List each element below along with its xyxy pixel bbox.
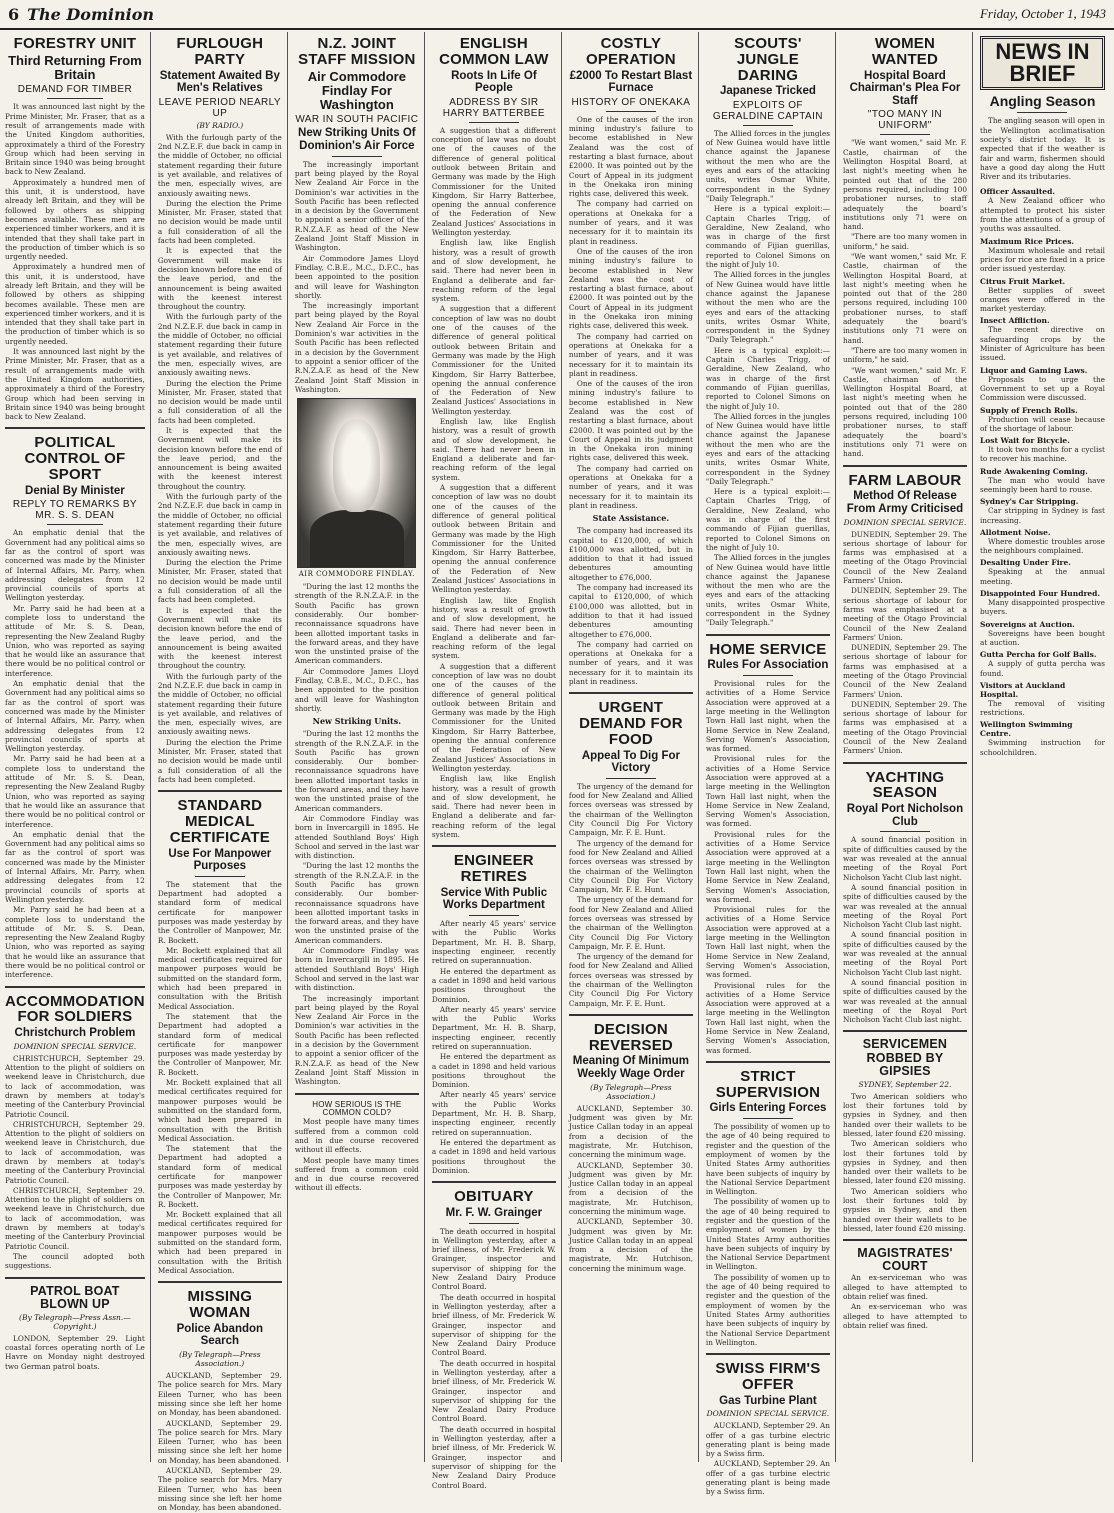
column-8: [979, 32, 1110, 1462]
brief-item: Visitors at Auckland Hospital. The removal of visiting restrictions.: [979, 680, 1105, 718]
brief-item: Wellington Swimming Centre. Swimming instruction for schoolchildren.: [979, 720, 1105, 757]
byline: (By Telegraph—Press Association.): [590, 1082, 672, 1101]
article-joint-staff-mission: [295, 36, 419, 1087]
news-in-brief-banner: NEWS IN BRIEF: [980, 36, 1105, 90]
brief-item: Insect Affliction. The recent directive on safeguarding crops by the Minister of Agriculture has been issued.: [979, 316, 1105, 363]
subheadline: Japanese Tricked: [719, 85, 816, 98]
article-servicemen-robbed: [843, 1038, 967, 1233]
headline: N.Z. JOINT STAFF MISSION: [298, 35, 416, 68]
brief-item: Officer Assaulted. A New Zealand officer who attempted to protect his sister from the attentions of a group of youths was assaulted.: [979, 187, 1105, 234]
article-body: Most people have many times suffered from a common cold and in due course recovered without ill effects. Most people have many times suffered from a common cold and in due course recovered without ill effects.: [294, 1117, 419, 1193]
article-body: "During the last 12 months the strength of the R.N.Z.A.F. in the South Pacific has grown considerably. Our bomber-reconnaissance squadrons have been allotted important tasks in the forward areas, and they have won the unstinted praise of the American commanders. Air Commodore Findlay was born in Invercargill in 1895. He attended Southland Boys' High School and served in the last war with distinction. "During the last 12 months the strength of the R.N.Z.A.F. in the South Pacific has grown considerably. Our bomber-reconnaissance squadrons have been allotted important tasks in the forward areas, and they have won the unstinted praise of the American commanders. Air Commodore Findlay was born in Invercargill in 1895. He attended Southland Boys' High School and served in the last war with distinction. The increasingly important part being played by the Royal New Zealand Air Force in the Dominion's war activities in the South Pacific has been reflected in a decision by the Government to appoint a senior officer of the R.N.Z.A.F. as head of the New Zealand Joint Staff Mission in Washington.: [294, 729, 419, 1087]
article-body: The death occurred in hospital in Wellington yesterday, after a brief illness, of Mr. Frederick W. Grainger, inspector and supervisor of shipping for the New Zealand Dairy Produce Control Board. The death occurred in hospital in Wellington yesterday, after a brief illness, of Mr. Frederick W. Grainger, inspector and supervisor of shipping for the New Zealand Dairy Produce Control Board. The death occurred in hospital in Wellington yesterday, after a brief illness, of Mr. Frederick W. Grainger, inspector and supervisor of shipping for the New Zealand Dairy Produce Control Board. The death occurred in hospital in Wellington yesterday, after a brief illness, of Mr. Frederick W. Grainger, inspector and supervisor of shipping for the New Zealand Dairy Produce Control Board.: [431, 1226, 556, 1490]
deck: ADDRESS BY SIR HARRY BATTERBEE: [442, 96, 545, 119]
brief-list: [980, 187, 1105, 757]
subheadline: Girls Entering Forces: [709, 1102, 827, 1115]
headline: STRICT SUPERVISION: [715, 1067, 821, 1101]
subheadline: Police Abandon Search: [176, 1322, 264, 1348]
article-body: An ex-serviceman who was alleged to have attempted to obtain relief was fined. An ex-serviceman who was alleged to have attempted to obtain relief was fined.: [842, 1273, 967, 1330]
article-body: The urgency of the demand for food for New Zealand and Allied forces overseas was stressed by the chairman of the Wellington City Council Dig For Victory Campaign, Mr. F. E. Hunt. The urgency of the demand for food for New Zealand and Allied forces overseas was stressed by the chairman of the Wellington City Council Dig For Victory Campaign, Mr. F. E. Hunt. The urgency of the demand for food for New Zealand and Allied forces overseas was stressed by the chairman of the Wellington City Council Dig For Victory Campaign, Mr. F. E. Hunt. The urgency of the demand for food for New Zealand and Allied forces overseas was stressed by the chairman of the Wellington City Council Dig For Victory Campaign, Mr. F. E. Hunt.: [568, 781, 693, 1008]
issue-date: Friday, October 1, 1943: [979, 6, 1106, 21]
article-body: AUCKLAND, September 29. The police search for Mrs. Mary Eileen Turner, who has been missing since she left her home on Monday, has been abandoned. AUCKLAND, September 29. The police search for Mrs. Mary Eileen Turner, who has been missing since she left her home on Monday, has been abandoned. AUCKLAND, September 29. The police search for Mrs. Mary Eileen Turner, who has been missing since she left her home on Monday, has been abandoned.: [157, 1371, 282, 1513]
article-missing-woman: [158, 1289, 282, 1512]
article-body: The increasingly important part being played by the Royal New Zealand Air Force in the Dominion's war activities in the South Pacific has been reflected in a decision by the Government to appoint a senior officer of the R.N.Z.A.F. as head of the New Zealand Joint Staff Mission in Washington. Air Commodore James Lloyd Findlay, C.B.E., M.C., D.F.C., has been appointed to the position and will leave for Washington shortly. The increasingly important part being played by the Royal New Zealand Air Force in the Dominion's war activities in the South Pacific has been reflected in a decision by the Government to appoint a senior officer of the R.N.Z.A.F. as head of the New Zealand Joint Staff Mission in Washington.: [294, 159, 419, 394]
article-body: One of the causes of the iron mining industry's failure to become established in New Zealand was the cost of restarting a blast furnace, about £2000. It was pointed out by the Court of Appeal in its judgment in the Onekaka iron mining rights case, delivered this week. The company had carried on operations at Onekaka for a number of years, and it was necessary for it to maintain its plant in readiness. One of the causes of the iron mining industry's failure to become established in New Zealand was the cost of restarting a blast furnace, about £2000. It was pointed out by the Court of Appeal in its judgment in the Onekaka iron mining rights case, delivered this week. The company had carried on operations at Onekaka for a number of years, and it was necessary for it to maintain its plant in readiness. One of the causes of the iron mining industry's failure to become established in New Zealand was the cost of restarting a blast furnace, about £2000. It was pointed out by the Court of Appeal in its judgment in the Onekaka iron mining rights case, delivered this week. The company had carried on operations at Onekaka for a number of years, and it was necessary for it to maintain its plant in readiness.: [568, 114, 693, 510]
article-body: An emphatic denial that the Government had any political aims so far as the control of sport was concerned was made by the Minister of Internal Affairs, Mr. Parry, when addressing delegates from 12 provincial councils of sports at Wellington yesterday. Mr. Parry said he had been at a complete loss to understand the attitude of Mr. S. S. Dean, representing the New Zealand Rugby Union, who was reported as saying that he would like an assurance that there would be no political control or interference. An emphatic denial that the Government had any political aims so far as the control of sport was concerned was made by the Minister of Internal Affairs, Mr. Parry, when addressing delegates from 12 provincial councils of sports at Wellington yesterday. Mr. Parry said he had been at a complete loss to understand the attitude of Mr. S. S. Dean, representing the New Zealand Rugby Union, who was reported as saying that he would like an assurance that there would be no political control or interference. An emphatic denial that the Government had any political aims so far as the control of sport was concerned was made by the Minister of Internal Affairs, Mr. Parry, when addressing delegates from 12 provincial councils of sports at Wellington yesterday. Mr. Parry said he had been at a complete loss to understand the attitude of Mr. S. S. Dean, representing the New Zealand Rugby Union, who was reported as saying that he would like an assurance that there would be no political control or interference.: [5, 528, 145, 980]
headline: SCOUTS' JUNGLE DARING: [734, 35, 802, 84]
byline: (By Telegraph—Press Assn.—Copyright.): [19, 1312, 131, 1331]
byline: (BY RADIO.): [196, 120, 244, 130]
subheadline: Meaning Of Minimum Weekly Wage Order: [572, 1055, 690, 1081]
article-body: AUCKLAND, September 29. An offer of a gas turbine electric generating plant is being made by a Swiss firm. AUCKLAND, September 29. An offer of a gas turbine electric generating plant is being made by a Swiss firm.: [705, 1421, 830, 1497]
headline: ENGLISH COMMON LAW: [439, 35, 549, 68]
headline: POLITICAL CONTROL OF SPORT: [24, 434, 126, 483]
subheadline: Royal Port Nicholson Club: [846, 803, 964, 828]
headline: STANDARD MEDICAL CERTIFICATE: [169, 797, 270, 846]
deck: DEMAND FOR TIMBER: [17, 84, 133, 96]
byline: (By Telegraph—Press Association.): [179, 1350, 261, 1369]
article-body: With the furlough party of the 2nd N.Z.E.F. due back in camp in the middle of October, no official statement regarding their future is yet available, and relatives of the men, especially wives, are anxiously awaiting news. During the election the Prime Minister, Mr. Fraser, stated that no decision would be made until a full consideration of all the facts had been completed. It is expected that the Government will make its decision known before the end of the leave period, and the announcement is being awaited with the keenest interest throughout the country. With the furlough party of the 2nd N.Z.E.F. due back in camp in the middle of October, no official statement regarding their future is yet available, and relatives of the men, especially wives, are anxiously awaiting news. During the election the Prime Minister, Mr. Fraser, stated that no decision would be made until a full consideration of all the facts had been completed. It is expected that the Government will make its decision known before the end of the leave period, and the announcement is being awaited with the keenest interest throughout the country. With the furlough party of the 2nd N.Z.E.F. due back in camp in the middle of October, no official statement regarding their future is yet available, and relatives of the men, especially wives, are anxiously awaiting news. During the election the Prime Minister, Mr. Fraser, stated that no decision would be made until a full consideration of all the facts had been completed. It is expected that the Government will make its decision known before the end of the leave period, and the announcement is being awaited with the keenest interest throughout the country. With the furlough party of the 2nd N.Z.E.F. due back in camp in the middle of October, no official statement regarding their future is yet available, and relatives of the men, especially wives, are anxiously awaiting news. During the election the Prime Minister, Mr. Fraser, stated that no decision would be made until a full consideration of all the facts had been completed.: [157, 132, 282, 784]
article-farm-labour: [843, 473, 967, 756]
headline: ENGINEER RETIRES: [453, 852, 534, 886]
article-scouts-jungle: [706, 36, 830, 628]
column-1: [4, 32, 151, 1462]
headline: ACCOMMODATION FOR SOLDIERS: [5, 992, 145, 1026]
subheadline: Third Returning From Britain: [8, 52, 142, 83]
column-4: [431, 32, 562, 1490]
subheadline: Hospital Board Chairman's Plea For Staff: [849, 69, 961, 107]
article-body: It was announced last night by the Prime Minister, Mr. Fraser, that as a result of arrangements made with the United Kingdom authorities, approximately a third of the Forestry Group which had been serving in Britain since 1940 was being brought back to New Zealand. Approximately a hundred men of this unit, it is understood, have already left Britain, and they will be followed by others as shipping becomes available. These men are experienced timber workers, and it is intended that they shall take part in the production of timber which is so urgently needed. Approximately a hundred men of this unit, it is understood, have already left Britain, and they will be followed by others as shipping becomes available. These men are experienced timber workers, and it is intended that they shall take part in the production of timber which is so urgently needed. It was announced last night by the Prime Minister, Mr. Fraser, that as a result of arrangements made with the United Kingdom authorities, approximately a third of the Forestry Group which had been serving in Britain since 1940 was being brought back to New Zealand.: [5, 102, 145, 422]
article-body: A sound financial position in spite of difficulties caused by the war was revealed at the annual meeting of the Royal Port Nicholson Yacht Club last night. A sound financial position in spite of difficulties caused by the war was revealed at the annual meeting of the Royal Port Nicholson Yacht Club last night. A sound financial position in spite of difficulties caused by the war was revealed at the annual meeting of the Royal Port Nicholson Yacht Club last night. A sound financial position in spite of difficulties caused by the war was revealed at the annual meeting of the Royal Port Nicholson Yacht Club last night.: [842, 835, 967, 1025]
article-body: The statement that the Department had adopted a standard form of medical certificate for manpower purposes was made yesterday by the Controller of Manpower, Mr. R. Bockett. Mr. Bockett explained that all medical certificates required for manpower purposes would be submitted on the standard form, which had been prepared in consultation with the British Medical Association. The statement that the Department had adopted a standard form of medical certificate for manpower purposes was made yesterday by the Controller of Manpower, Mr. R. Bockett. Mr. Bockett explained that all medical certificates required for manpower purposes would be submitted on the standard form, which had been prepared in consultation with the British Medical Association. The statement that the Department had adopted a standard form of medical certificate for manpower purposes was made yesterday by the Controller of Manpower, Mr. R. Bockett. Mr. Bockett explained that all medical certificates required for manpower purposes would be submitted on the standard form, which had been prepared in consultation with the British Medical Association.: [157, 879, 282, 1275]
article-body: "During the last 12 months the strength of the R.N.Z.A.F. in the South Pacific has grown considerably. Our bomber-reconnaissance squadrons have been allotted important tasks in the forward areas, and they have won the unstinted praise of the American commanders. Air Commodore James Lloyd Findlay, C.B.E., M.C., D.F.C., has been appointed to the position and will leave for Washington shortly.: [294, 582, 419, 713]
headline: PATROL BOAT BLOWN UP: [30, 1283, 120, 1311]
article-body: The Allied forces in the jungles of New Guinea would have little chance against the Japanese without the men who are the eyes and ears of the attacking units, writes Osmar White, correspondent in the Sydney "Daily Telegraph." Here is a typical exploit:—Captain Charles Trigg, of Geraldine, New Zealand, who was in charge of the first commando of Fijian guerillas, reported to Colonel Simons on the night of July 10. The Allied forces in the jungles of New Guinea would have little chance against the Japanese without the men who are the eyes and ears of the attacking units, writes Osmar White, correspondent in the Sydney "Daily Telegraph." Here is a typical exploit:—Captain Charles Trigg, of Geraldine, New Zealand, who was in charge of the first commando of Fijian guerillas, reported to Colonel Simons on the night of July 10. The Allied forces in the jungles of New Guinea would have little chance against the Japanese without the men who are the eyes and ears of the attacking units, writes Osmar White, correspondent in the Sydney "Daily Telegraph." Here is a typical exploit:—Captain Charles Trigg, of Geraldine, New Zealand, who was in charge of the first commando of Fijian guerillas, reported to Colonel Simons on the night of July 10. The Allied forces in the jungles of New Guinea would have little chance against the Japanese without the men who are the eyes and ears of the attacking units, writes Osmar White, correspondent in the Sydney "Daily Telegraph.": [705, 128, 830, 628]
article-body: DUNEDIN, September 29. The serious shortage of labour for farms was emphasised at a meeting of the Otago Provincial Council of the New Zealand Farmers' Union. DUNEDIN, September 29. The serious shortage of labour for farms was emphasised at a meeting of the Otago Provincial Council of the New Zealand Farmers' Union. DUNEDIN, September 29. The serious shortage of labour for farms was emphasised at a meeting of the Otago Provincial Council of the New Zealand Farmers' Union. DUNEDIN, September 29. The serious shortage of labour for farms was emphasised at a meeting of the Otago Provincial Council of the New Zealand Farmers' Union.: [842, 529, 967, 756]
brief-item: Lost Wait for Bicycle. It took two months for a cyclist to recover his machine.: [979, 436, 1105, 464]
article-body: Two American soldiers who lost their fortunes told by gypsies in Sydney, and then handed over their wallets to be blessed, later found £20 missing. Two American soldiers who lost their fortunes told by gypsies in Sydney, and then handed over their wallets to be blessed, later found £20 missing. Two American soldiers who lost their fortunes told by gypsies in Sydney, and then handed over their wallets to be blessed, later found £20 missing.: [842, 1091, 967, 1233]
article-swiss-firm: [706, 1361, 830, 1497]
headline: HOW SERIOUS IS THE COMMON COLD?: [312, 1099, 402, 1117]
headline: WOMEN WANTED: [871, 35, 939, 68]
headline: Angling Season: [989, 93, 1096, 109]
page-columns: [4, 32, 1110, 1513]
brief-item: Desalting Under Fire. Speaking at the annual meeting.: [979, 558, 1105, 586]
article-furlough-party: [158, 36, 282, 784]
headline: URGENT DEMAND FOR FOOD: [579, 699, 683, 748]
headline: OBITUARY: [454, 1188, 534, 1206]
deck: EXPLOITS OF GERALDINE CAPTAIN: [712, 99, 823, 122]
subheadline: Air Commodore Findlay For Washington: [307, 68, 406, 113]
subheadline: Denial By Minister: [25, 484, 125, 497]
article-forestry-unit: [5, 36, 145, 421]
article-engineer-retires: [432, 853, 556, 1175]
headline: HOME SERVICE: [709, 640, 827, 658]
deck: REPLY TO REMARKS BY MR. S. S. DEAN: [12, 499, 137, 522]
headline: COSTLY OPERATION: [585, 35, 676, 68]
article-magistrates-court: [843, 1247, 967, 1330]
deck: HISTORY OF ONEKAKA: [571, 96, 691, 108]
subheadline: Gas Turbine Plant: [719, 1394, 817, 1407]
subheadline: Appeal To Dig For Victory: [581, 749, 680, 775]
headline: SWISS FIRM'S OFFER: [715, 1360, 821, 1393]
subheadline: Method Of Release From Army Criticised: [846, 490, 964, 515]
headline: MAGISTRATES' COURT: [857, 1246, 953, 1274]
article-body: The company had increased its capital to £120,000, of which £100,000 was allotted, but in addition to that it had issued debentures amounting altogether to £76,000. The company had increased its capital to £120,000, of which £100,000 was allotted, but in addition to that it had issued debentures amounting altogether to £76,000. The company had carried on operations at Onekaka for a number of years, and it was necessary for it to maintain its plant in readiness.: [568, 526, 693, 686]
page-number: 6: [8, 4, 20, 24]
article-angling-season: [980, 94, 1105, 181]
brief-item: Sovereigns at Auction. Sovereigns have been bought at auction.: [979, 619, 1105, 647]
column-3: [294, 32, 425, 1462]
column-2: [157, 32, 288, 1513]
brief-item: Disappointed Four Hundred. Many disappointed prospective buyers.: [979, 589, 1105, 617]
section-subhead: New Striking Units.: [312, 716, 402, 727]
headline: MISSING WOMAN: [187, 1288, 253, 1322]
article-strict-supervision: [706, 1069, 830, 1347]
brief-item: Liquor and Gaming Laws. Proposals to urge the Government to set up a Royal Commission were discussed.: [979, 365, 1105, 403]
subheadline: Statement Awaited By Men's Relatives: [159, 69, 280, 95]
masthead: [0, 0, 1114, 30]
headline: FURLOUGH PARTY: [176, 35, 264, 68]
headline: DECISION REVERSED: [588, 1020, 673, 1054]
subheadline: Use For Manpower Purposes: [168, 847, 272, 873]
deck: New Striking Units Of Dominion's Air Force: [298, 127, 416, 153]
brief-item: Allotment Noise. Where domestic troubles arose the neighbours complained.: [979, 527, 1105, 556]
article-body: After nearly 45 years' service with the Public Works Department, Mr. H. B. Sharp, inspecting engineer, recently retired on superannuation. He entered the department as a cadet in 1898 and held various positions throughout the Dominion. After nearly 45 years' service with the Public Works Department, Mr. H. B. Sharp, inspecting engineer, recently retired on superannuation. He entered the department as a cadet in 1898 and held various positions throughout the Dominion. After nearly 45 years' service with the Public Works Department, Mr. H. B. Sharp, inspecting engineer, recently retired on superannuation. He entered the department as a cadet in 1898 and held various positions throughout the Dominion.: [431, 919, 556, 1175]
deck: LEAVE PERIOD NEARLY UP: [158, 96, 281, 119]
brief-item: Supply of French Rolls. Production will cease because of the shortage of labour.: [979, 405, 1105, 433]
photo-caption: AIR COMMODORE FINDLAY.: [298, 570, 415, 579]
article-body: The possibility of women up to the age of 40 being required to register and the question of the employment of women by the United States Army authorities have been subjects of inquiry by the National Service Department in Wellington. The possibility of women up to the age of 40 being required to register and the question of the employment of women by the United States Army authorities have been subjects of inquiry by the National Service Department in Wellington. The possibility of women up to the age of 40 being required to register and the question of the employment of women by the United States Army authorities have been subjects of inquiry by the National Service Department in Wellington.: [705, 1122, 830, 1347]
brief-item: Maximum Rice Prices. Maximum wholesale and retail prices for rice are fixed in a price order issued yesterday.: [979, 236, 1105, 274]
brief-item: Gutta Percha for Golf Balls. A supply of gutta percha was found.: [979, 650, 1105, 678]
article-urgent-demand-food: [569, 700, 693, 1008]
article-decision-reversed: [569, 1022, 693, 1273]
brief-item: Sydney's Car Stripping. Car stripping in Sydney is fast increasing.: [979, 497, 1105, 525]
article-body: The angling season will open in the Wellington acclimatisation society's district today. It is expected that if the weather is fair and warm, fishermen should have a good day along the Hutt River and its tributaries.: [979, 116, 1105, 182]
byline: DOMINION SPECIAL SERVICE.: [13, 1041, 137, 1051]
byline: DOMINION SPECIAL SERVICE.: [706, 1409, 830, 1419]
article-common-cold: [295, 1101, 419, 1193]
deck: WAR IN SOUTH PACIFIC: [295, 114, 419, 126]
article-body: A suggestion that a different conception of law was no doubt one of the causes of the difference of general political outlook between Britain and Germany was made by the High Commissioner for the United Kingdom, Sir Harry Batterbee, opening the annual conference of the Federation of New Zealand Justices' Associations in Wellington yesterday. English law, like English history, was a result of growth and of slow development, he said. There had never been in England a deliberate and far-reaching reform of the legal system. A suggestion that a different conception of law was no doubt one of the causes of the difference of general political outlook between Britain and Germany was made by the High Commissioner for the United Kingdom, Sir Harry Batterbee, opening the annual conference of the Federation of New Zealand Justices' Associations in Wellington yesterday. English law, like English history, was a result of growth and of slow development, he said. There had never been in England a deliberate and far-reaching reform of the legal system. A suggestion that a different conception of law was no doubt one of the causes of the difference of general political outlook between Britain and Germany was made by the High Commissioner for the United Kingdom, Sir Harry Batterbee, opening the annual conference of the Federation of New Zealand Justices' Associations in Wellington yesterday. English law, like English history, was a result of growth and of slow development, he said. There had never been in England a deliberate and far-reaching reform of the legal system. A suggestion that a different conception of law was no doubt one of the causes of the difference of general political outlook between Britain and Germany was made by the High Commissioner for the United Kingdom, Sir Harry Batterbee, opening the annual conference of the Federation of New Zealand Justices' Associations in Wellington yesterday. English law, like English history, was a result of growth and of slow development, he said. There had never been in England a deliberate and far-reaching reform of the legal system.: [431, 125, 556, 840]
article-body: CHRISTCHURCH, September 29. Attention to the plight of soldiers on weekend leave in Christchurch, due to lack of accommodation, was drawn by members at today's meeting of the Canterbury Provincial Patriotic Council. CHRISTCHURCH, September 29. Attention to the plight of soldiers on weekend leave in Christchurch, due to lack of accommodation, was drawn by members at today's meeting of the Canterbury Provincial Patriotic Council. CHRISTCHURCH, September 29. Attention to the plight of soldiers on weekend leave in Christchurch, due to lack of accommodation, was drawn by members at today's meeting of the Canterbury Provincial Patriotic Council. The council adopted both suggestions.: [5, 1053, 145, 1271]
headline: SERVICEMEN ROBBED BY GIPSIES: [862, 1037, 948, 1078]
column-7: [842, 32, 973, 1462]
article-women-wanted: [843, 36, 967, 459]
subheadline: Rules For Association: [707, 659, 829, 672]
subheadline: Christchurch Problem: [14, 1027, 136, 1040]
article-home-service: [706, 642, 830, 1055]
byline: DOMINION SPECIAL SERVICE.: [843, 517, 967, 527]
subheadline: £2000 To Restart Blast Furnace: [569, 69, 693, 95]
deck: "TOO MANY IN UNIFORM": [867, 109, 942, 132]
article-patrol-boat: [5, 1285, 145, 1371]
article-body: AUCKLAND, September 30. Judgment was given by Mr. Justice Callan today in an appeal from a decision of the magistrate, Mr. Hutchison, concerning the minimum wage. AUCKLAND, September 30. Judgment was given by Mr. Justice Callan today in an appeal from a decision of the magistrate, Mr. Hutchison, concerning the minimum wage. AUCKLAND, September 30. Judgment was given by Mr. Justice Callan today in an appeal from a decision of the magistrate, Mr. Hutchison, concerning the minimum wage.: [568, 1103, 693, 1273]
section-subhead: State Assistance.: [592, 513, 670, 524]
article-yachting-season: [843, 770, 967, 1025]
subheadline: Mr. F. W. Grainger: [445, 1206, 543, 1219]
article-english-common-law: [432, 36, 556, 839]
byline: SYDNEY, September 22.: [858, 1079, 952, 1089]
portrait-photo: [297, 398, 416, 568]
article-medical-certificate: [158, 798, 282, 1275]
column-6: [705, 32, 836, 1497]
article-body: LONDON, September 29. Light coastal forces operating north of Le Havre on Monday night destroyed two German patrol boats.: [5, 1333, 145, 1371]
article-political-control: [5, 435, 145, 979]
column-5: [568, 32, 699, 1462]
brief-item: Rude Awakening Coming. The man who would have seemingly been hard to rouse.: [979, 466, 1105, 494]
article-body: "We want women," said Mr. F. Castle, chairman of the Wellington Hospital Board, at last night's meeting when he pointed out that of the 280 persons required, including 100 probationer nurses, to staff adequately the board's institutions only 71 were on hand. "There are too many women in uniform," he said. "We want women," said Mr. F. Castle, chairman of the Wellington Hospital Board, at last night's meeting when he pointed out that of the 280 persons required, including 100 probationer nurses, to staff adequately the board's institutions only 71 were on hand. "There are too many women in uniform," he said. "We want women," said Mr. F. Castle, chairman of the Wellington Hospital Board, at last night's meeting when he pointed out that of the 280 persons required, including 100 probationer nurses, to staff adequately the board's institutions only 71 were on hand.: [842, 138, 967, 459]
subheadline: Roots In Life Of People: [451, 69, 537, 95]
brief-item: Citrus Fruit Market. Better supplies of sweet oranges were offered in the market yesterday.: [979, 276, 1105, 314]
article-body: Provisional rules for the activities of a Home Service Association were approved at a large meeting in the Wellington Town Hall last night, when the Home Service in New Zealand, Serving Women's Association, was formed. Provisional rules for the activities of a Home Service Association were approved at a large meeting in the Wellington Town Hall last night, when the Home Service in New Zealand, Serving Women's Association, was formed. Provisional rules for the activities of a Home Service Association were approved at a large meeting in the Wellington Town Hall last night, when the Home Service in New Zealand, Serving Women's Association, was formed. Provisional rules for the activities of a Home Service Association were approved at a large meeting in the Wellington Town Hall last night, when the Home Service in New Zealand, Serving Women's Association, was formed. Provisional rules for the activities of a Home Service Association were approved at a large meeting in the Wellington Town Hall last night, when the Home Service in New Zealand, Serving Women's Association, was formed.: [705, 679, 830, 1055]
article-costly-operation: [569, 36, 693, 686]
headline: FORESTRY UNIT: [13, 35, 137, 52]
headline: YACHTING SEASON: [865, 768, 945, 802]
subheadline: Service With Public Works Department: [440, 886, 548, 912]
article-accommodation: [5, 994, 145, 1271]
headline: FARM LABOUR: [848, 471, 962, 489]
newspaper-name: The Dominion: [27, 4, 154, 24]
article-obituary: [432, 1189, 556, 1490]
